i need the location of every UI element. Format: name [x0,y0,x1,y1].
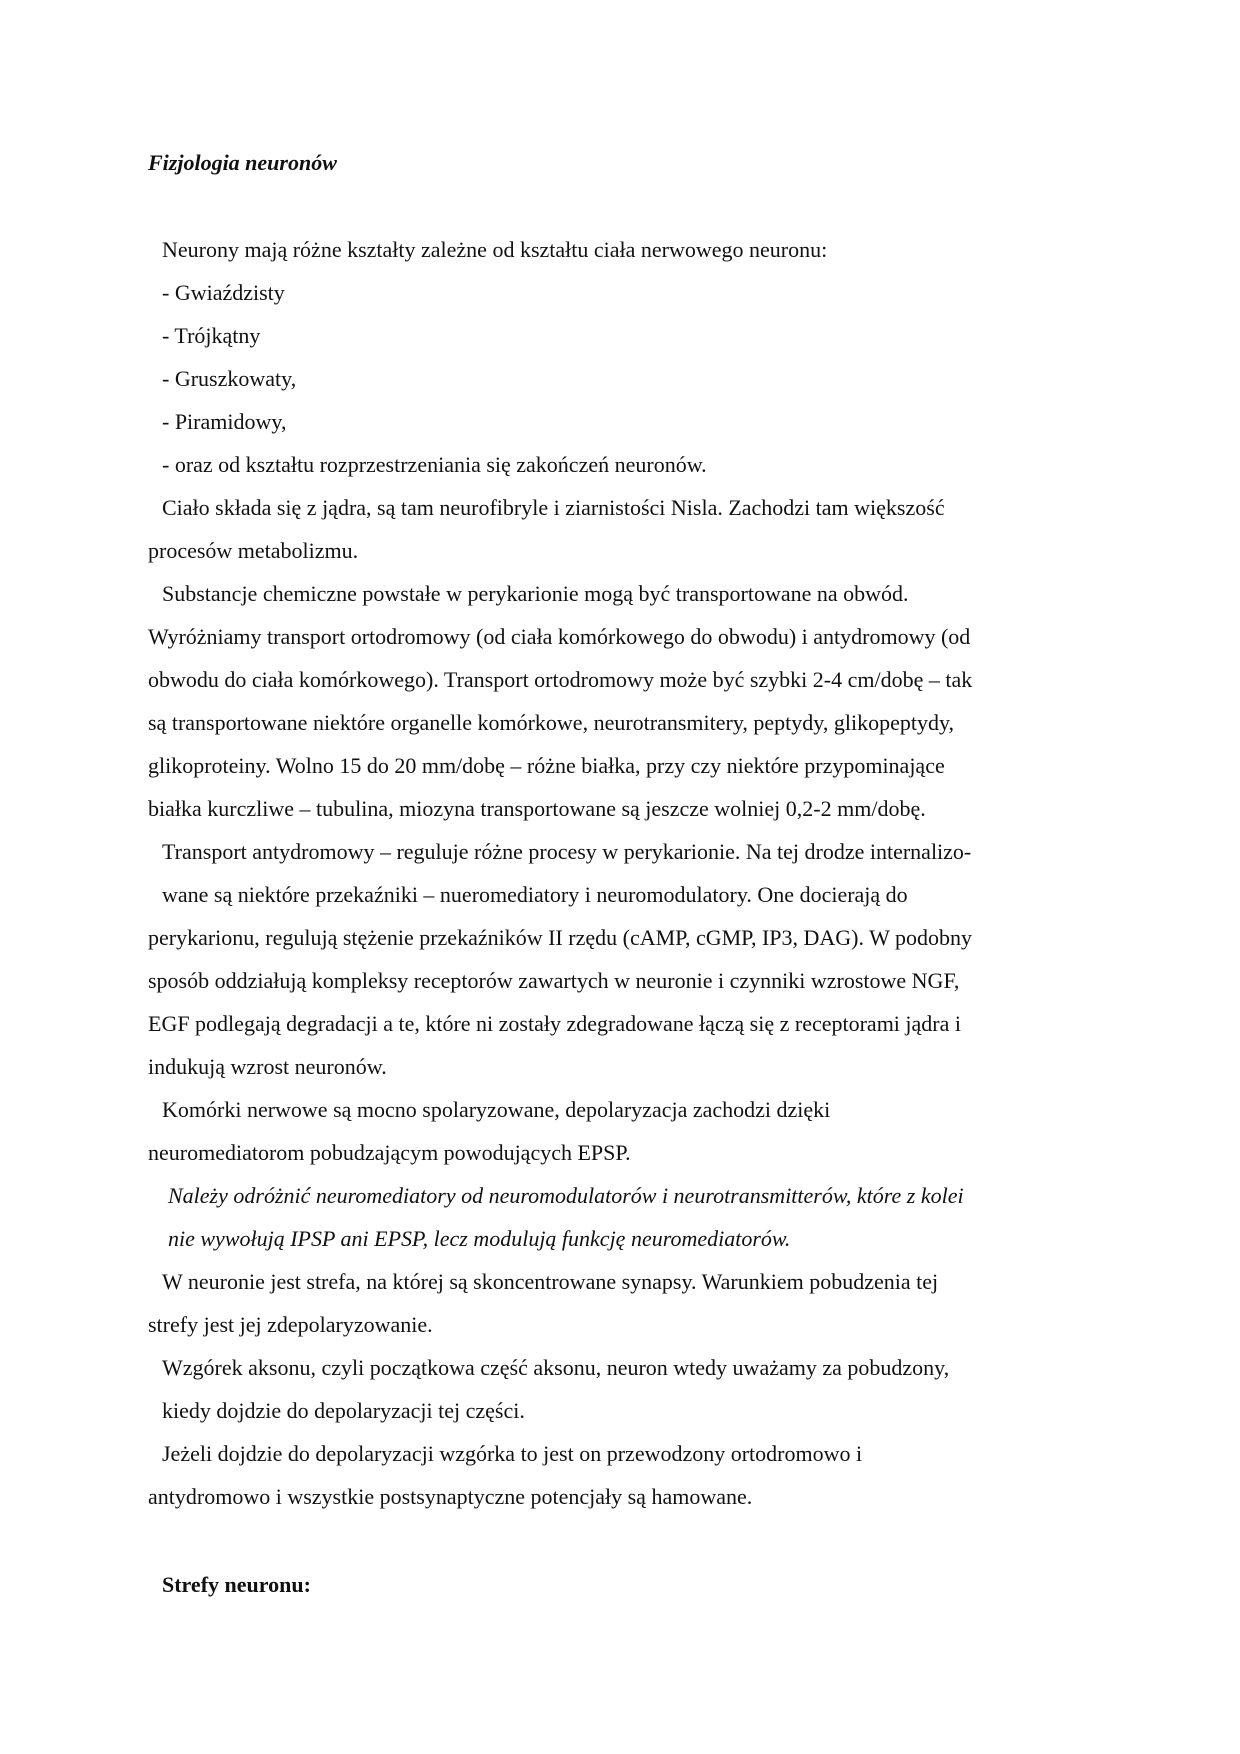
text-line: Wzgórek aksonu, czyli początkowa część aksonu, neuron wtedy uważamy za pobudzony, [162,1355,950,1380]
text-line: indukują wzrost neuronów. [148,1054,387,1079]
text-line: białka kurczliwe – tubulina, miozyna transportowane są jeszcze wolniej 0,2-2 mm/dobę. [148,796,926,821]
note-line: Należy odróżnić neuromediatory od neuromodulatorów i neurotransmitterów, które z kolei [168,1183,964,1208]
text-line: Neurony mają różne kształty zależne od kształtu ciała nerwowego neuronu: [162,237,828,262]
section-heading: Strefy neuronu: [162,1572,311,1597]
text-line: perykarionu, regulują stężenie przekaźników II rzędu (cAMP, cGMP, IP3, DAG). W podobny [148,925,972,950]
list-item: - Gruszkowaty, [162,366,297,391]
list-item: - Gwiaździsty [162,280,285,305]
list-item: - Trójkątny [162,323,261,348]
text-line: W neuronie jest strefa, na której są skoncentrowane synapsy. Warunkiem pobudzenia tej [162,1269,939,1294]
text-line: Transport antydromowy – reguluje różne procesy w perykarionie. Na tej drodze internalizo- [162,839,972,864]
text-line: obwodu do ciała komórkowego). Transport ortodromowy może być szybki 2-4 cm/dobę – tak [148,667,973,692]
text-line: są transportowane niektóre organelle komórkowe, neurotransmitery, peptydy, glikopeptydy, [148,710,955,735]
text-line: kiedy dojdzie do depolaryzacji tej części. [162,1398,525,1423]
note-line: nie wywołują IPSP ani EPSP, lecz modulują funkcję neuromediatorów. [168,1226,791,1251]
text-line: Jeżeli dojdzie do depolaryzacji wzgórka to jest on przewodzony ortodromowo i [162,1441,863,1466]
text-line: antydromowo i wszystkie postsynaptyczne potencjały są hamowane. [148,1484,753,1509]
text-line: Komórki nerwowe są mocno spolaryzowane, depolaryzacja zachodzi dzięki [162,1097,831,1122]
text-line: Wyróżniamy transport ortodromowy (od ciała komórkowego do obwodu) i antydromowy (od [148,624,971,649]
text-line: EGF podlegają degradacji a te, które ni zostały zdegradowane łączą się z receptorami jądra i [148,1011,962,1036]
text-line: sposób oddziałują kompleksy receptorów zawartych w neuronie i czynniki wzrostowe NGF, [148,968,960,993]
text-line: glikoproteiny. Wolno 15 do 20 mm/dobę – różne białka, przy czy niektóre przypominające [148,753,945,778]
list-item: - oraz od kształtu rozprzestrzeniania się zakończeń neuronów. [162,452,707,477]
text-line: Ciało składa się z jądra, są tam neurofibryle i ziarnistości Nisla. Zachodzi tam większość [162,495,945,520]
text-line: wane są niektóre przekaźniki – nueromediatory i neuromodulatory. One docierają do [162,882,908,907]
text-line: procesów metabolizmu. [148,538,359,563]
text-line: Substancje chemiczne powstałe w perykarionie mogą być transportowane na obwód. [162,581,909,606]
text-line: neuromediatorom pobudzającym powodujących EPSP. [148,1140,631,1165]
document-title: Fizjologia neuronów [148,150,337,175]
list-item: - Piramidowy, [162,409,287,434]
text-line: strefy jest jej zdepolaryzowanie. [148,1312,433,1337]
